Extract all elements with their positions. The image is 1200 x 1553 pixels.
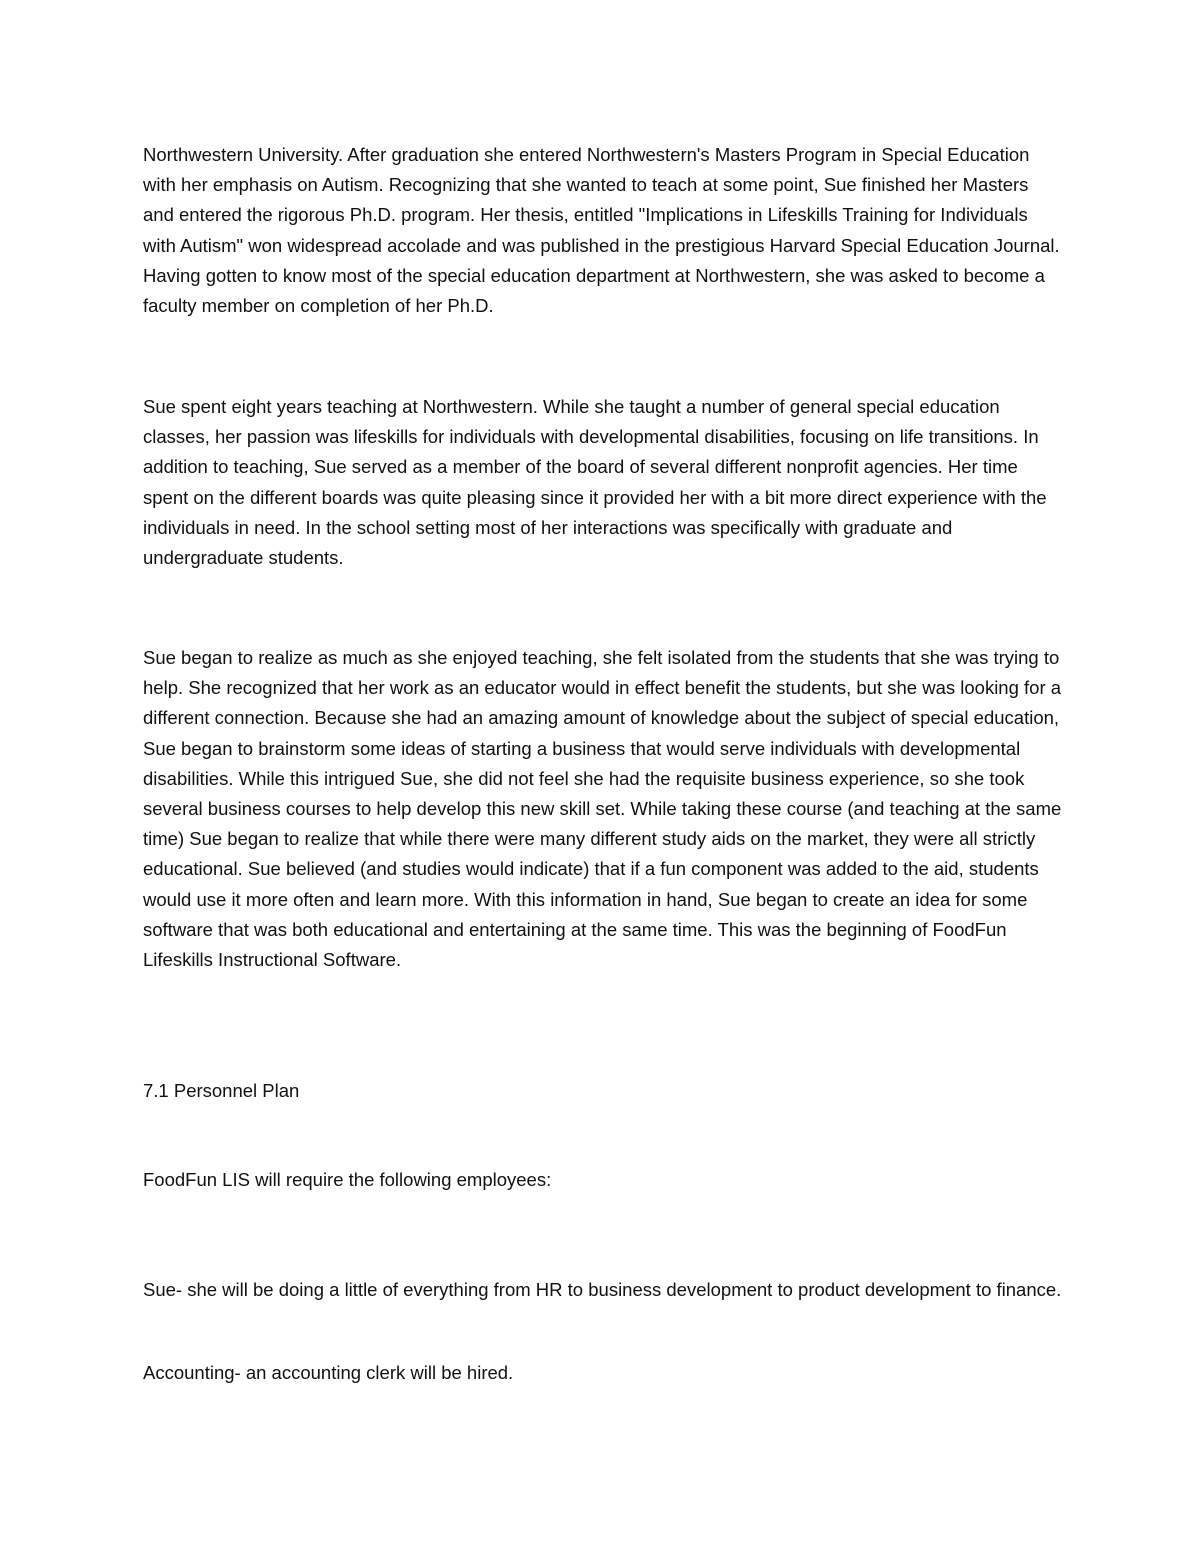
role-item: Accounting- an accounting clerk will be hired. bbox=[143, 1362, 514, 1383]
paragraph-business-origin: Sue began to realize as much as she enjoyed teaching, she felt isolated from the students that she was trying to help. She recognized that her work as an educator would in effect benefit the students, but she was looking for a different connection. Because she had an amazing amount of knowledge about the subject of special education, Sue began to brainstorm some ideas of starting a business that would serve individuals with developmental disabilities. While this intrigued Sue, she did not feel she had the requisite business experience, so she took several business courses to help develop this new skill set. While taking these course (and teaching at the same time) Sue began to realize that while there were many different study aids on the market, they were all strictly educational. Sue believed (and studies would indicate) that if a fun component was added to the aid, students would use it more often and learn more. With this information in hand, Sue began to create an idea for some software that was both educational and entertaining at the same time. This was the beginning of FoodFun Lifeskills Instructional Software. bbox=[143, 647, 1062, 971]
role-item: Sue- she will be doing a little of everything from HR to business development to product development to finance. bbox=[143, 1279, 1062, 1300]
paragraph-background-education: Northwestern University. After graduation she entered Northwestern's Masters Program in Special Education with her emphasis on Autism. Recognizing that she wanted to teach at some point, Sue finished her Masters and entered the rigorous Ph.D. program. Her thesis, entitled "Implications in Lifeskills Training for Individuals with Autism" won widespread accolade and was published in the prestigious Harvard Special Education Journal. Having gotten to know most of the special education department at Northwestern, she was asked to become a faculty member on completion of her Ph.D. bbox=[143, 144, 1060, 317]
paragraph-teaching-career: Sue spent eight years teaching at Northwestern. While she taught a number of general special education classes, her passion was lifeskills for individuals with developmental disabilities, focusing on life transitions. In addition to teaching, Sue served as a member of the board of several different nonprofit agencies. Her time spent on the different boards was quite pleasing since it provided her with a bit more direct experience with the individuals in need. In the school setting most of her interactions was specifically with graduate and undergraduate students. bbox=[143, 396, 1047, 569]
personnel-intro: FoodFun LIS will require the following employees: bbox=[143, 1169, 552, 1190]
section-heading: 7.1 Personnel Plan bbox=[143, 1080, 300, 1101]
